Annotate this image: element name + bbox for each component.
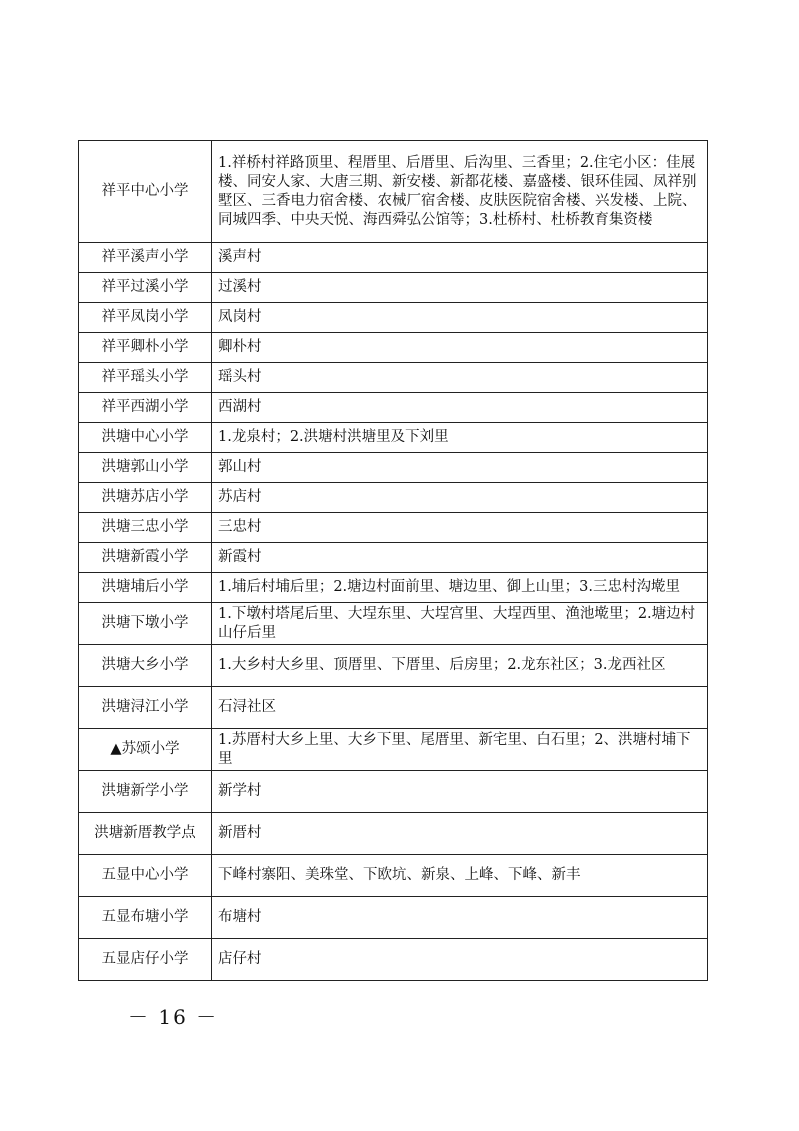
- table-row: [79, 939, 708, 981]
- enrollment-area-cell: 苏店村: [212, 483, 708, 513]
- enrollment-area-cell: 1.祥桥村祥路顶里、程厝里、后厝里、后沟里、三香里；2.住宅小区：佳展楼、同安人家、大唐三期、新安楼、新都花楼、嘉盛楼、银环佳园、凤祥别墅区、三香电力宿舍楼、农械厂宿舍楼、皮肤医院宿舍楼、兴发楼、上院、同城四季、中央天悦、海西舜弘公馆等；3.杜桥村、杜桥教育集资楼: [212, 141, 708, 243]
- table-row: [79, 393, 708, 423]
- enrollment-area-cell: 新霞村: [212, 543, 708, 573]
- enrollment-area-cell: 1.龙泉村；2.洪塘村洪塘里及下刘里: [212, 423, 708, 453]
- school-name-cell: 洪塘大乡小学: [79, 645, 212, 687]
- school-name-cell: ▲苏颂小学: [79, 729, 212, 771]
- enrollment-area-cell: 1.埔后村埔后里；2.塘边村面前里、塘边里、御上山里；3.三忠村沟墘里: [212, 573, 708, 603]
- table-row: [79, 813, 708, 855]
- table-row: [79, 363, 708, 393]
- enrollment-area-cell: 瑶头村: [212, 363, 708, 393]
- enrollment-area-cell: 三忠村: [212, 513, 708, 543]
- enrollment-area-cell: 卿朴村: [212, 333, 708, 363]
- enrollment-area-cell: 西湖村: [212, 393, 708, 423]
- table-row: [79, 543, 708, 573]
- school-name-cell: 洪塘新学小学: [79, 771, 212, 813]
- school-name-cell: 五显中心小学: [79, 855, 212, 897]
- school-name-cell: 祥平凤岗小学: [79, 303, 212, 333]
- enrollment-area-cell: 郭山村: [212, 453, 708, 483]
- table-row: [79, 333, 708, 363]
- school-district-table: [78, 140, 708, 981]
- school-name-cell: 洪塘埔后小学: [79, 573, 212, 603]
- table-row: [79, 645, 708, 687]
- school-name-cell: 洪塘浔江小学: [79, 687, 212, 729]
- school-name-cell: 洪塘中心小学: [79, 423, 212, 453]
- table-row: [79, 771, 708, 813]
- school-name-cell: 洪塘郭山小学: [79, 453, 212, 483]
- page-number: － 16 －: [128, 1005, 219, 1029]
- school-name-cell: 五显布塘小学: [79, 897, 212, 939]
- school-name-cell: 洪塘新厝教学点: [79, 813, 212, 855]
- school-name-cell: 祥平卿朴小学: [79, 333, 212, 363]
- table-row: [79, 141, 708, 243]
- enrollment-area-cell: 店仔村: [212, 939, 708, 981]
- school-name-cell: 洪塘下墩小学: [79, 603, 212, 645]
- school-name-cell: 洪塘新霞小学: [79, 543, 212, 573]
- table-row: [79, 483, 708, 513]
- enrollment-area-cell: 下峰村寨阳、美珠堂、下欧坑、新泉、上峰、下峰、新丰: [212, 855, 708, 897]
- table-row: [79, 513, 708, 543]
- enrollment-area-cell: 过溪村: [212, 273, 708, 303]
- table-row: [79, 273, 708, 303]
- table-row: [79, 423, 708, 453]
- school-name-cell: 祥平西湖小学: [79, 393, 212, 423]
- enrollment-area-cell: 石浔社区: [212, 687, 708, 729]
- enrollment-area-cell: 新厝村: [212, 813, 708, 855]
- table-row: [79, 897, 708, 939]
- enrollment-area-cell: 布塘村: [212, 897, 708, 939]
- school-name-cell: 洪塘苏店小学: [79, 483, 212, 513]
- table-row: [79, 303, 708, 333]
- school-name-cell: 祥平瑶头小学: [79, 363, 212, 393]
- enrollment-area-cell: 1.下墩村塔尾后里、大埕东里、大埕宫里、大埕西里、渔池墘里；2.塘边村山仔后里: [212, 603, 708, 645]
- enrollment-area-cell: 凤岗村: [212, 303, 708, 333]
- table-row: [79, 573, 708, 603]
- school-name-cell: 洪塘三忠小学: [79, 513, 212, 543]
- table-row: [79, 729, 708, 771]
- table-row: [79, 453, 708, 483]
- enrollment-area-cell: 溪声村: [212, 243, 708, 273]
- table-row: [79, 687, 708, 729]
- school-name-cell: 祥平溪声小学: [79, 243, 212, 273]
- table-row: [79, 855, 708, 897]
- enrollment-area-cell: 1.苏厝村大乡上里、大乡下里、尾厝里、新宅里、白石里；2、洪塘村埔下里: [212, 729, 708, 771]
- enrollment-area-cell: 新学村: [212, 771, 708, 813]
- school-name-cell: 五显店仔小学: [79, 939, 212, 981]
- school-name-cell: 祥平中心小学: [79, 141, 212, 243]
- table-row: [79, 243, 708, 273]
- table-row: [79, 603, 708, 645]
- school-name-cell: 祥平过溪小学: [79, 273, 212, 303]
- enrollment-area-cell: 1.大乡村大乡里、顶厝里、下厝里、后房里；2.龙东社区；3.龙西社区: [212, 645, 708, 687]
